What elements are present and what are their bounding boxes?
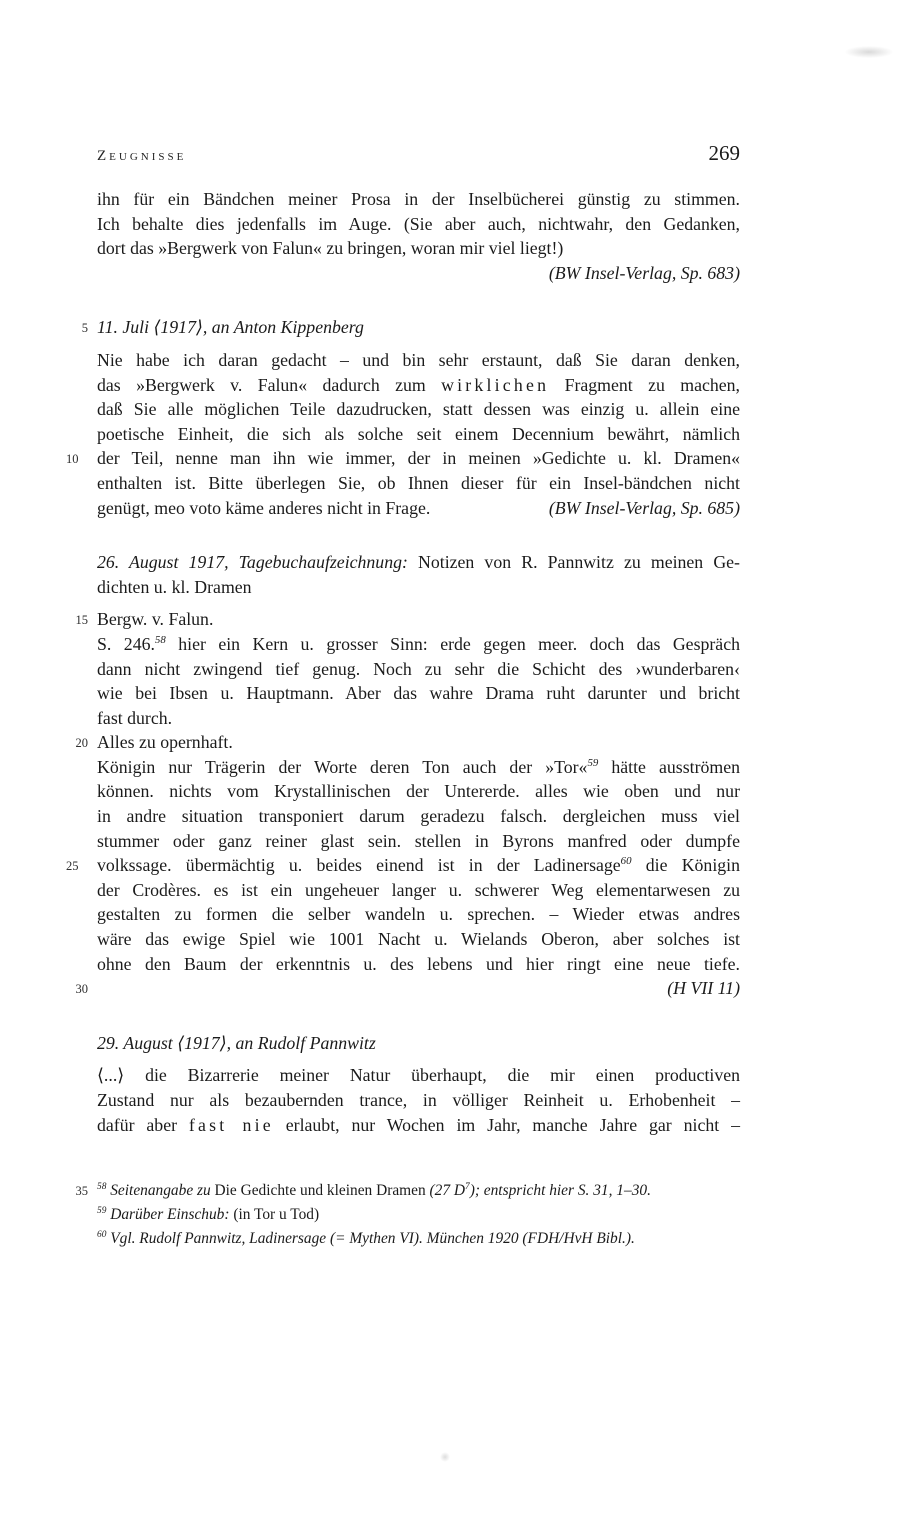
line-text — [97, 781, 740, 801]
page-number: 269 — [708, 141, 740, 165]
line-text — [97, 732, 233, 752]
page-header — [97, 141, 740, 163]
text-segment: Ich behalte dies jedenfalls im Auge. (Sie aber auch, nichtwahr, den Gedanken, — [97, 213, 740, 234]
text-line — [97, 1063, 740, 1088]
text-line — [97, 952, 740, 977]
footnote-marker: 60 — [620, 855, 632, 868]
text-line — [97, 878, 740, 903]
page-body — [66, 187, 740, 1251]
line-text — [97, 552, 740, 572]
line-text — [97, 1206, 319, 1223]
text-segment: genügt, meo voto käme anderes nicht in Frage. — [97, 497, 431, 518]
text-segment: ⟨...⟩ die Bizarrerie meiner Natur überhaupt, die mir einen productiven — [97, 1065, 740, 1086]
text-segment: (27 D — [429, 1182, 465, 1200]
text-segment: dann nicht zwingend tief genug. Noch zu sehr die Schicht des ›wunderbaren‹ — [97, 658, 740, 679]
line-text — [97, 1115, 740, 1135]
text-segment: die Königin — [631, 855, 740, 876]
text-line — [97, 348, 740, 373]
line-text — [97, 1230, 635, 1247]
text-segment: poetische Einheit, die sich als solche seit einem Decennium bewährt, nämlich — [97, 423, 740, 444]
scan-artifact — [440, 1452, 450, 1462]
text-line — [81, 315, 740, 340]
line-text — [97, 189, 740, 209]
section-heading — [97, 550, 740, 599]
text-segment: hier ein Kern u. grosser Sinn: erde gegen meer. doch das Gespräch — [165, 633, 740, 654]
text-line — [75, 607, 740, 632]
text-segment: Fragment zu machen, — [549, 374, 740, 395]
text-line — [97, 212, 740, 237]
line-text — [97, 214, 740, 234]
text-segment: gestalten zu formen die selber wandeln u. sprechen. – Wieder etwas andres — [97, 904, 740, 925]
line-text — [97, 609, 213, 629]
paragraph — [97, 187, 740, 285]
text-segment: der Crodères. es ist ein ungeheuer langer u. schwerer Weg elementarwesen zu — [97, 879, 740, 900]
text-segment: in andre situation transponiert darum geradezu falsch. dergleichen muss viel — [97, 806, 740, 827]
margin-line-number: 35 — [75, 1184, 88, 1199]
text-line — [97, 550, 740, 575]
text-line — [97, 575, 740, 600]
text-segment: Die Gedichte und kleinen Dramen — [210, 1182, 430, 1200]
text-segment: dichten u. kl. Dramen — [97, 576, 252, 597]
line-text — [97, 831, 740, 851]
paragraph — [97, 1063, 740, 1137]
line-text — [97, 375, 740, 395]
text-segment: erlaubt, nur Wochen im Jahr, manche Jahre gar nicht – — [273, 1114, 740, 1135]
line-text — [97, 1182, 651, 1199]
text-segment: (in Tor u Tod) — [229, 1206, 320, 1224]
margin-line-number: 25 — [66, 859, 79, 874]
text-line — [66, 853, 740, 878]
text-line — [66, 446, 740, 471]
footnote-marker: 58 — [97, 1182, 107, 1193]
margin-line-number: 20 — [75, 736, 88, 751]
paragraph — [66, 607, 740, 1001]
text-segment: 29. August ⟨1917⟩, an Rudolf Pannwitz — [97, 1032, 376, 1053]
footnotes — [75, 1179, 740, 1251]
text-line — [97, 804, 740, 829]
text-line — [97, 829, 740, 854]
text-segment: Bergw. v. Falun. — [97, 609, 214, 630]
text-line — [97, 471, 740, 496]
text-line — [97, 902, 740, 927]
text-segment: stummer oder ganz reiner glast sein. stellen in Byrons manfred oder dumpfe — [97, 830, 740, 851]
footnote-marker: 58 — [154, 633, 166, 646]
line-text — [97, 317, 364, 337]
footnote-line — [97, 1227, 740, 1251]
text-line — [97, 1088, 740, 1113]
line-text — [97, 659, 740, 679]
text-segment: wirklichen — [441, 374, 550, 395]
text-segment: können. nichts vom Krystallinischen der Untererde. alles wie oben und nur — [97, 781, 740, 802]
text-line — [97, 657, 740, 682]
text-line — [97, 397, 740, 422]
text-line — [75, 976, 740, 1001]
line-text — [97, 473, 740, 493]
text-segment: Zustand nur als bezaubernden trance, in völliger Reinheit u. Erhobenheit – — [97, 1090, 740, 1110]
text-line — [97, 779, 740, 804]
footnote-marker: 60 — [97, 1230, 107, 1241]
text-line — [97, 632, 740, 657]
line-text — [97, 855, 740, 875]
text-segment: S. 246. — [97, 633, 155, 654]
text-segment: das »Bergwerk v. Falun« dadurch zum — [97, 374, 442, 395]
line-text — [97, 350, 740, 370]
section-heading — [81, 315, 740, 340]
footnote-marker: 59 — [587, 756, 599, 769]
paragraph — [66, 348, 740, 520]
text-segment: (BW Insel-Verlag, Sp. 683) — [548, 262, 740, 283]
text-segment: Notizen von R. Pannwitz zu meinen Ge- — [407, 552, 740, 573]
text-line — [97, 1113, 740, 1138]
line-text — [97, 577, 252, 597]
line-text — [97, 929, 740, 949]
line-text — [97, 904, 740, 924]
text-line — [97, 1031, 740, 1056]
line-text — [97, 399, 740, 419]
text-line — [97, 187, 740, 212]
text-segment: wie bei Ibsen u. Hauptmann. Aber das wahre Drama ruht darunter und bricht — [97, 683, 740, 704]
text-segment: Nie habe ich daran gedacht – und bin sehr erstaunt, daß Sie daran denken, — [97, 349, 740, 370]
line-text — [97, 757, 740, 777]
running-header: Zeugnisse — [97, 148, 187, 164]
line-text — [97, 238, 563, 258]
line-text — [97, 1033, 376, 1053]
text-segment: Seitenangabe zu — [110, 1182, 211, 1200]
source-citation — [549, 496, 740, 521]
line-text — [97, 1065, 740, 1085]
scan-artifact — [845, 46, 893, 58]
text-segment: ); entspricht hier S. 31, 1–30. — [469, 1182, 651, 1200]
margin-line-number: 5 — [81, 321, 88, 336]
text-segment: hätte ausströmen — [598, 756, 740, 777]
text-segment: Königin nur Trägerin der Worte deren Ton auch der »Tor« — [97, 756, 588, 777]
line-text — [97, 634, 740, 654]
text-segment: ohne den Baum der erkenntnis u. des lebens und hier ringt eine neue tiefe. — [97, 953, 740, 974]
text-segment: fast nie — [188, 1114, 274, 1135]
line-text — [97, 424, 740, 444]
text-line — [97, 706, 740, 731]
line-text — [97, 683, 740, 703]
line-text — [97, 708, 172, 728]
text-block — [66, 141, 740, 1251]
text-line — [75, 730, 740, 755]
text-line — [97, 755, 740, 780]
text-line — [97, 681, 740, 706]
margin-line-number: 30 — [75, 982, 88, 997]
line-text — [97, 448, 740, 468]
line-text — [97, 880, 740, 900]
text-line — [97, 496, 740, 521]
line-text — [667, 978, 740, 998]
text-segment: fast durch. — [97, 707, 173, 728]
footnote-marker: 7 — [465, 1182, 470, 1193]
text-line — [97, 261, 740, 286]
text-segment: dort das »Bergwerk von Falun« zu bringen, woran mir viel liegt!) — [97, 238, 564, 259]
line-text — [97, 496, 430, 521]
text-segment: wäre das ewige Spiel wie 1001 Nacht u. Wielands Oberon, aber solches ist — [97, 929, 740, 950]
text-segment: (H VII 11) — [667, 978, 740, 999]
text-segment: 26. August 1917, Tagebuchaufzeichnung: — [97, 552, 408, 573]
text-segment: daß Sie alle möglichen Teile dazudrucken, statt dessen was einzig u. allein eine — [97, 399, 740, 420]
text-segment: der Teil, nenne man ihn wie immer, der in meinen »Gedichte u. kl. Dramen« — [97, 448, 740, 469]
text-segment: dafür aber — [97, 1114, 189, 1135]
text-segment: enthalten ist. Bitte überlegen Sie, ob Ihnen dieser für ein Insel-bändchen nicht — [97, 472, 740, 493]
text-line — [97, 373, 740, 398]
footnote-line — [97, 1203, 740, 1227]
line-text — [549, 263, 740, 283]
footnote-marker: 59 — [97, 1206, 107, 1217]
text-segment: ihn für ein Bändchen meiner Prosa in der Inselbücherei günstig zu stimmen. — [97, 189, 740, 209]
margin-line-number: 10 — [66, 452, 79, 467]
text-segment: Alles zu opernhaft. — [97, 732, 233, 753]
text-segment: (BW Insel-Verlag, Sp. 685) — [548, 497, 740, 518]
text-line — [97, 927, 740, 952]
section-heading — [97, 1031, 740, 1056]
line-text — [97, 1090, 740, 1110]
text-line — [97, 422, 740, 447]
text-line — [97, 236, 740, 261]
margin-line-number: 15 — [75, 613, 88, 628]
footnote-line — [75, 1179, 740, 1203]
line-text — [97, 954, 740, 974]
text-segment: Vgl. Rudolf Pannwitz, Ladinersage (= Mythen VI). München 1920 (FDH/HvH Bibl.). — [110, 1230, 635, 1248]
text-segment: 11. Juli ⟨1917⟩, an Anton Kippenberg — [97, 317, 364, 338]
text-segment: volkssage. übermächtig u. beides einend ist in der Ladinersage — [97, 855, 621, 876]
text-segment: Darüber Einschub: — [110, 1206, 230, 1224]
line-text — [97, 806, 740, 826]
